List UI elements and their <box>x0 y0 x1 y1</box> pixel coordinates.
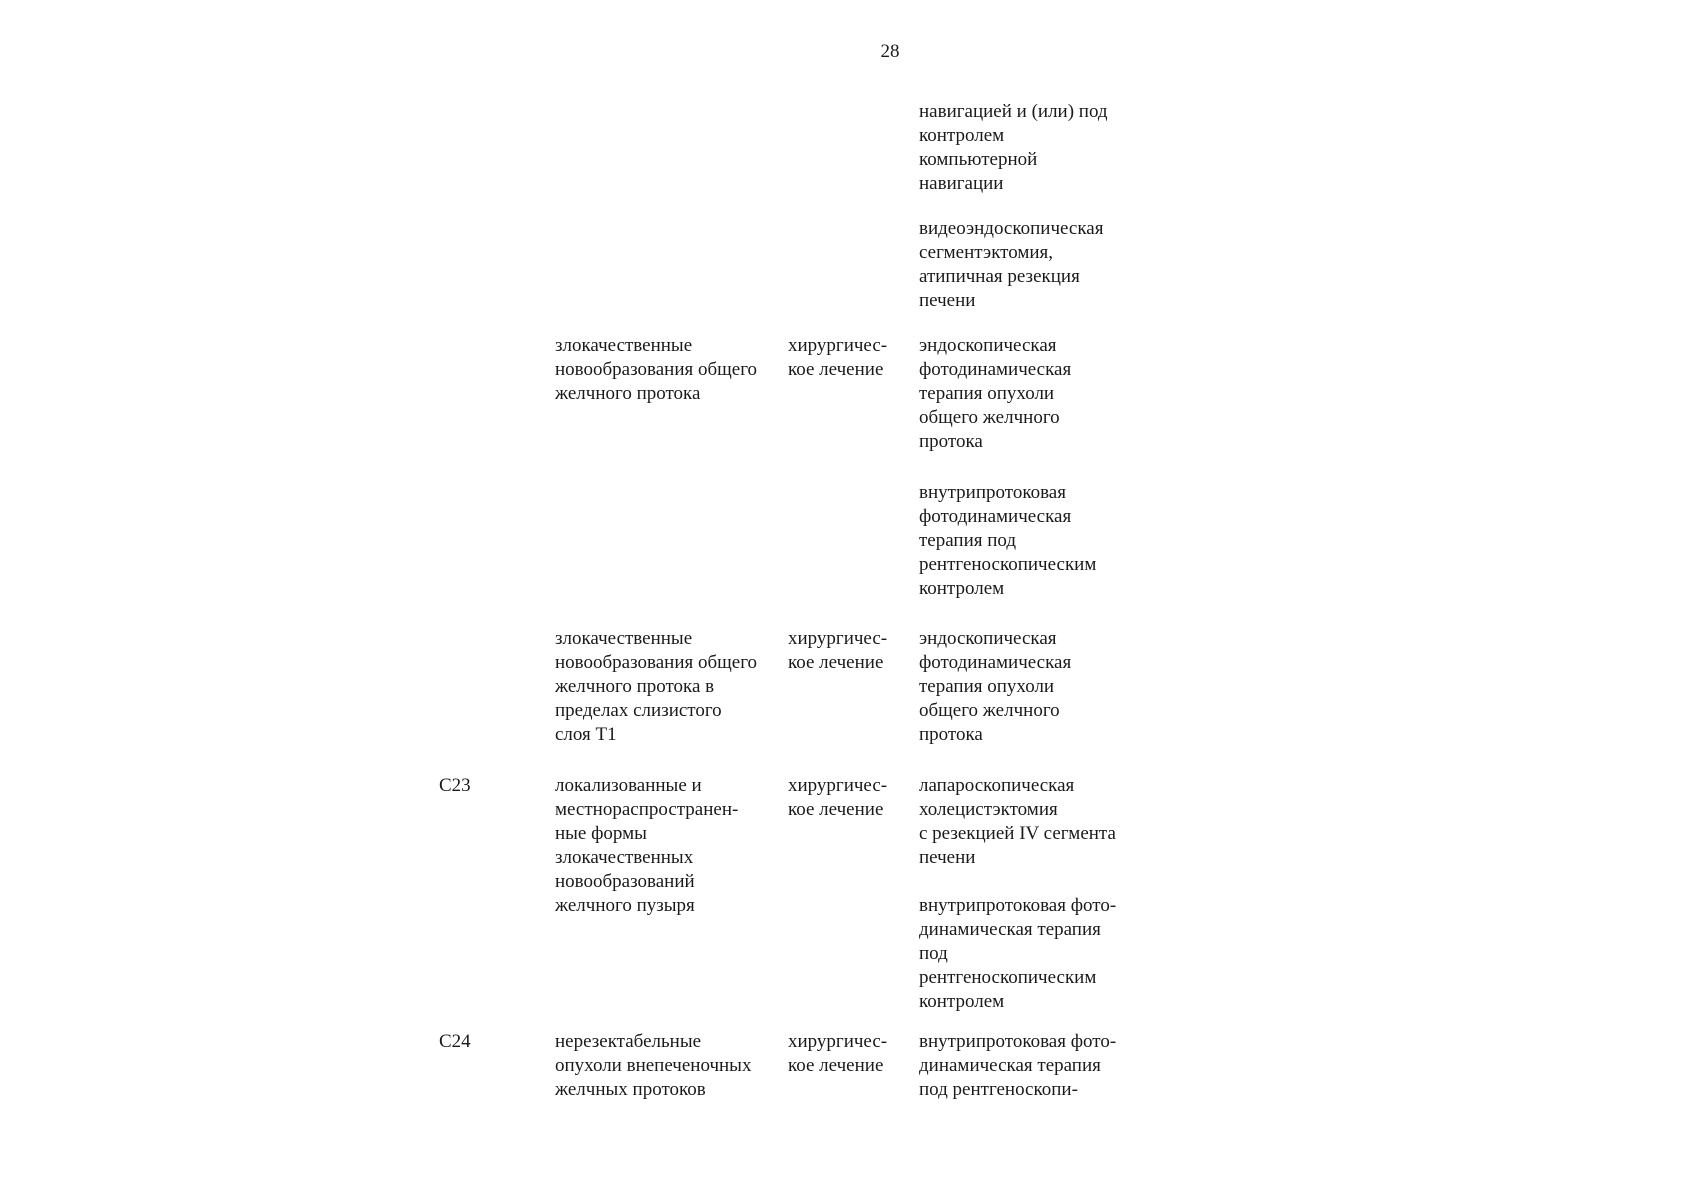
method-text-line: холецистэктомия <box>919 799 1058 820</box>
method-text-line: с резекцией IV сегмента <box>919 823 1116 844</box>
method-text-line: контролем <box>919 125 1005 146</box>
diagnosis-text-line: опухоли внепеченочных <box>555 1055 752 1076</box>
method-text-line: атипичная резекция <box>919 266 1080 287</box>
method-text-line: эндоскопическая <box>919 335 1057 356</box>
treatment-text-line: кое лечение <box>788 1055 884 1076</box>
diagnosis-text-line: пределах слизистого <box>555 700 722 721</box>
method-text-line: фотодинамическая <box>919 506 1072 527</box>
method-text-line: протока <box>919 431 983 452</box>
diagnosis-text-line: новообразований <box>555 871 695 892</box>
method-text-line: общего желчного <box>919 407 1060 428</box>
diagnosis-text-line: желчных протоков <box>555 1079 706 1100</box>
diagnosis-text-line: злокачественные <box>555 335 693 356</box>
method-text-line: видеоэндоскопическая <box>919 218 1104 239</box>
method-text-line: фотодинамическая <box>919 652 1072 673</box>
diagnosis-text-line: желчного протока в <box>555 676 715 697</box>
method-text-line: терапия опухоли <box>919 383 1055 404</box>
method-text-line: рентгеноскопическим <box>919 554 1097 575</box>
treatment-text-line: хирургичес- <box>788 628 888 649</box>
method-text-line: контролем <box>919 991 1005 1012</box>
method-text-line: лапароскопическая <box>919 775 1075 796</box>
method-text-line: рентгеноскопическим <box>919 967 1097 988</box>
method-text-line: терапия под <box>919 530 1017 551</box>
diagnosis-text-line: локализованные и <box>555 775 702 796</box>
diagnosis-text-line: злокачественных <box>555 847 694 868</box>
method-text-line: печени <box>919 847 976 868</box>
method-text-line: эндоскопическая <box>919 628 1057 649</box>
method-text-line: под рентгеноскопи- <box>919 1079 1078 1100</box>
method-text-line: внутрипротоковая фото- <box>919 1031 1117 1052</box>
icd-code: C23 <box>439 775 471 796</box>
diagnosis-text-line: нерезектабельные <box>555 1031 702 1052</box>
diagnosis-text-line: слоя Т1 <box>555 724 617 745</box>
treatment-text-line: кое лечение <box>788 359 884 380</box>
method-text-line: фотодинамическая <box>919 359 1072 380</box>
treatment-text-line: хирургичес- <box>788 1031 888 1052</box>
method-text-line: компьютерной <box>919 149 1038 170</box>
method-text-line: навигации <box>919 173 1004 194</box>
method-text-line: контролем <box>919 578 1005 599</box>
diagnosis-text-line: ные формы <box>555 823 647 844</box>
method-text-line: сегментэктомия, <box>919 242 1054 263</box>
method-text-line: под <box>919 943 948 964</box>
treatment-text-line: кое лечение <box>788 799 884 820</box>
treatment-text-line: кое лечение <box>788 652 884 673</box>
diagnosis-text-line: новообразования общего <box>555 359 758 380</box>
method-text-line: навигацией и (или) под <box>919 101 1108 122</box>
method-text-line: общего желчного <box>919 700 1060 721</box>
method-text-line: динамическая терапия <box>919 1055 1101 1076</box>
page-number: 28 <box>880 41 900 62</box>
diagnosis-text-line: злокачественные <box>555 628 693 649</box>
diagnosis-text-line: местнораспространен- <box>555 799 739 820</box>
treatment-text-line: хирургичес- <box>788 335 888 356</box>
method-text-line: динамическая терапия <box>919 919 1101 940</box>
method-text-line: терапия опухоли <box>919 676 1055 697</box>
diagnosis-text-line: желчного пузыря <box>555 895 695 916</box>
method-text-line: внутрипротоковая фото- <box>919 895 1117 916</box>
method-text-line: печени <box>919 290 976 311</box>
diagnosis-text-line: желчного протока <box>555 383 701 404</box>
treatment-text-line: хирургичес- <box>788 775 888 796</box>
diagnosis-text-line: новообразования общего <box>555 652 758 673</box>
method-text-line: протока <box>919 724 983 745</box>
icd-code: C24 <box>439 1031 471 1052</box>
method-text-line: внутрипротоковая <box>919 482 1066 503</box>
